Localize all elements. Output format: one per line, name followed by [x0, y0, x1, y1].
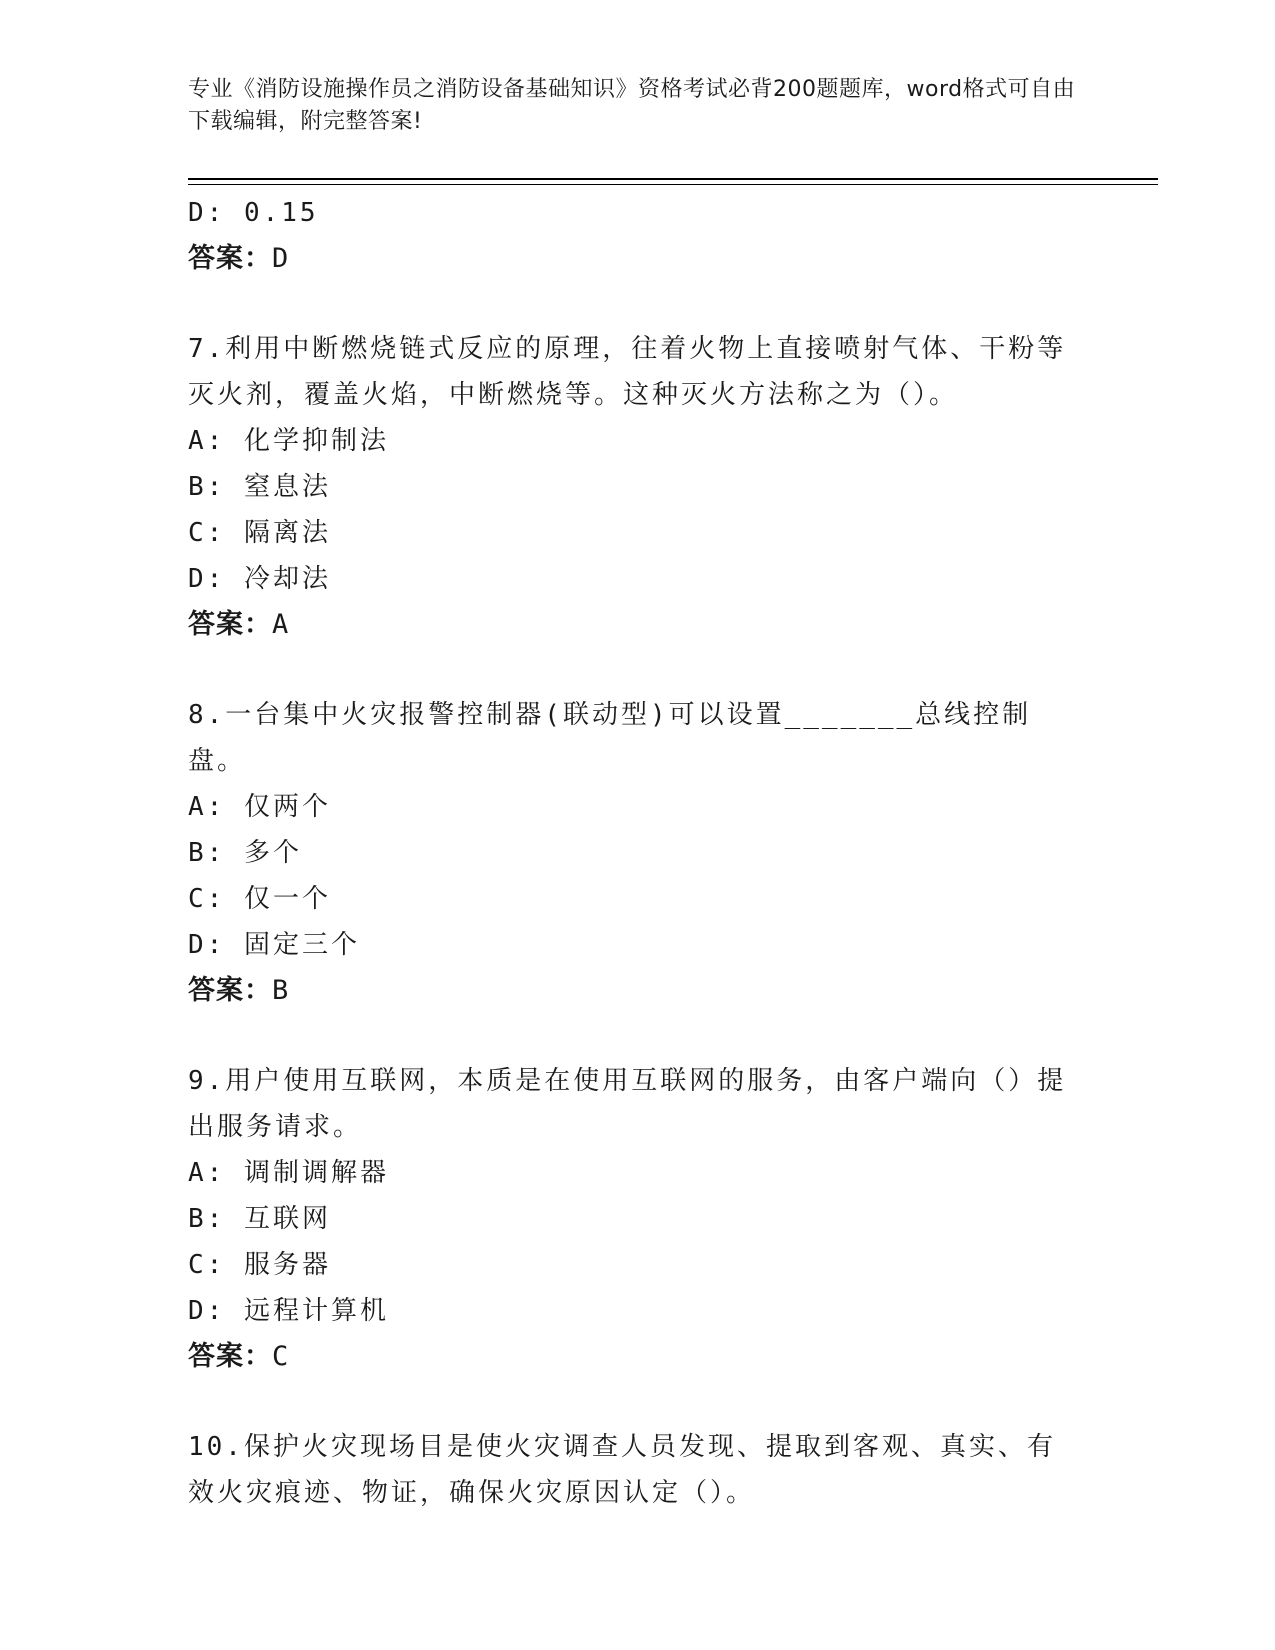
question-text: 8.一台集中火灾报警控制器(联动型)可以设置_______总线控制盘。 [188, 700, 1032, 776]
option-b: B: 互联网 [188, 1204, 331, 1234]
option-c: C: 服务器 [188, 1250, 331, 1280]
option-c: C: 仅一个 [188, 884, 331, 914]
answer-label: 答案： [188, 975, 272, 1006]
answer-label: 答案： [188, 609, 272, 640]
page-header-title: 专业《消防设施操作员之消防设备基础知识》资格考试必背200题题库，word格式可自由下载编辑，附完整答案! [188, 77, 1076, 134]
header-divider-thin [188, 184, 1158, 185]
answer-line [188, 968, 1088, 1014]
question-text: 9.用户使用互联网，本质是在使用互联网的服务，由客户端向（）提出服务请求。 [188, 1066, 1067, 1142]
option-a: A: 仅两个 [188, 792, 331, 822]
answer-value: A [272, 609, 290, 640]
option-b: B: 窒息法 [188, 472, 331, 502]
option-a: A: 化学抑制法 [188, 426, 389, 456]
answer-value: D [272, 243, 290, 274]
option-d: D: 0.15 [188, 198, 319, 228]
question-9 [188, 1058, 1088, 1380]
option-d: D: 固定三个 [188, 930, 360, 960]
answer-label: 答案： [188, 1341, 272, 1372]
answer-label: 答案： [188, 243, 272, 274]
header-divider [188, 178, 1158, 180]
question-7 [188, 326, 1088, 648]
answer-value: B [272, 975, 290, 1006]
answer-line [188, 602, 1088, 648]
question-10 [188, 1424, 1088, 1516]
option-d: D: 远程计算机 [188, 1296, 389, 1326]
question-text: 7.利用中断燃烧链式反应的原理，往着火物上直接喷射气体、干粉等灭火剂，覆盖火焰，中断燃烧等。这种灭火方法称之为（）。 [188, 334, 1067, 410]
question-content [188, 190, 1088, 1516]
question-8 [188, 692, 1088, 1014]
option-b: B: 多个 [188, 838, 302, 868]
answer-line [188, 236, 1088, 282]
answer-value: C [272, 1341, 290, 1372]
option-d: D: 冷却法 [188, 564, 331, 594]
option-c: C: 隔离法 [188, 518, 331, 548]
question-text: 10.保护火灾现场目是使火灾调查人员发现、提取到客观、真实、有效火灾痕迹、物证，确保火灾原因认定（）。 [188, 1432, 1056, 1508]
option-a: A: 调制调解器 [188, 1158, 389, 1188]
answer-line [188, 1334, 1088, 1380]
